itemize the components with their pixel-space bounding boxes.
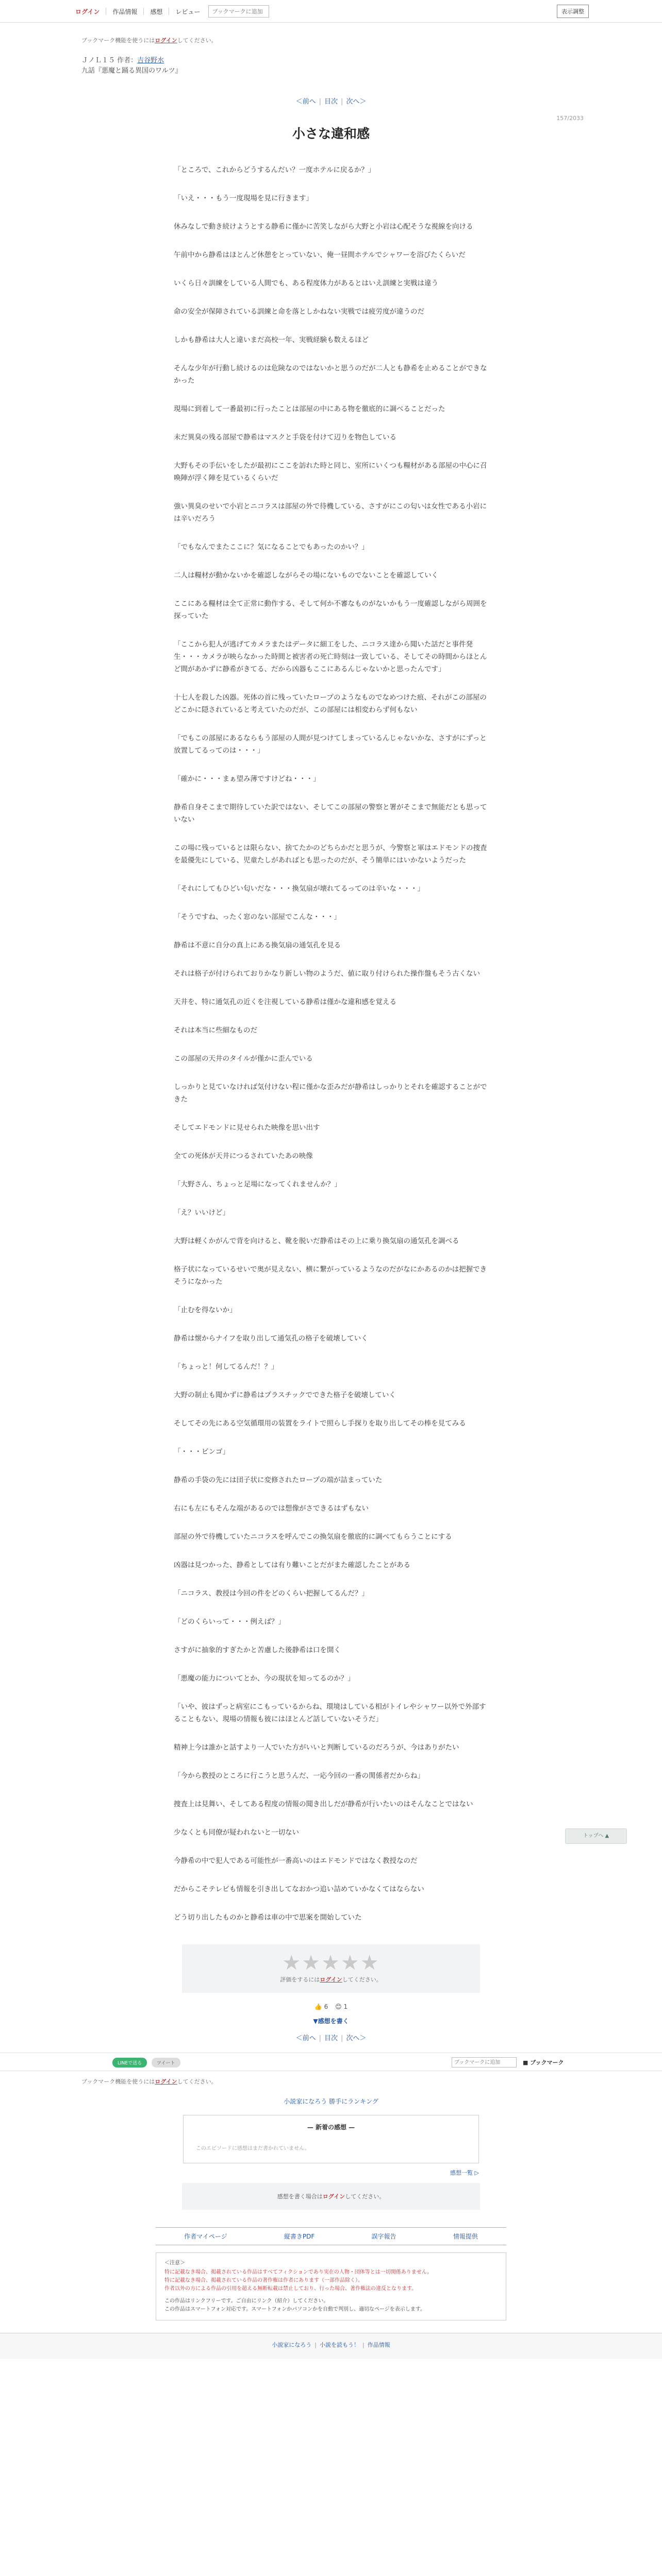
global-header bbox=[0, 0, 662, 23]
notice-text: ブックマーク機能を使うには bbox=[81, 37, 155, 44]
reactions bbox=[73, 2003, 589, 2010]
body-paragraph: 「悪魔の能力についてとか、今の現状を知ってるのか？」 bbox=[174, 1674, 355, 1683]
body-paragraph: しかも静希は大人と違いまだ高校一年、実戦経験も数えるほど bbox=[174, 336, 369, 344]
login-box-text: 感想を書く場合は bbox=[277, 2193, 323, 2200]
notice-login-link[interactable]: ログイン bbox=[155, 37, 177, 44]
caution-box bbox=[156, 2252, 506, 2320]
ranking-link[interactable]: 小説家になろう 勝手にランキング bbox=[284, 2098, 378, 2105]
body-paragraph: 「大野さん、ちょっと足場になってくれませんか？」 bbox=[174, 1180, 341, 1189]
notice-text-suffix: してください。 bbox=[177, 2078, 217, 2085]
body-paragraph: 大野の制止も聞かずに静希はプラスチックでできた格子を破壊していく bbox=[174, 1391, 396, 1399]
bookmark-button[interactable]: ■ ブックマーク bbox=[523, 2059, 564, 2066]
content-wrap bbox=[73, 23, 589, 2042]
index-link[interactable]: 目次 bbox=[324, 98, 338, 106]
impression-login-box bbox=[182, 2183, 480, 2210]
notice-text-suffix: してください。 bbox=[177, 37, 217, 44]
rating-note-text: 評価をするには bbox=[280, 1976, 320, 1983]
rating-note bbox=[182, 1975, 480, 1984]
body-paragraph: 少なくとも同僚が疑われないと一切ない bbox=[174, 1828, 299, 1837]
divider bbox=[143, 8, 144, 15]
next-link[interactable]: 次へ＞ bbox=[346, 2035, 367, 2042]
prev-link[interactable]: ＜前へ bbox=[295, 98, 316, 106]
body-paragraph: そしてその先にある空気循環用の装置をライトで照らし手探りを取り出してその棒を見てみる bbox=[174, 1419, 466, 1428]
body-paragraph: この場に残っているとは限らない、捨てたかのどちらかだと思うが、今警察と軍はエドモンドの捜査を最優先にしている、児童たしがあればとも思ったのだが、そう簡単にはいかないようだった bbox=[174, 844, 487, 865]
body-paragraph: 「いや、彼はずっと病室にこもっているからね、環境はしている相がトイレやシャワー以外で外部することもない、現場の情報も彼にはほとんど話していないそうだ」 bbox=[174, 1703, 486, 1723]
body-paragraph: いくら日々訓練をしている人間でも、ある程度体力があるとはいえ訓練と実戦は違う bbox=[174, 279, 438, 287]
body-paragraph: 部屋の外で待機していたニコラスを呼んでこの換気扇を徹底的に調べてもらうことにする bbox=[174, 1533, 452, 1541]
star-rating-icon[interactable]: ★★★★★ bbox=[282, 1951, 380, 1975]
body-paragraph: 大野もその手伝いをしたが最初にここを訪れた時と同じ、室所にいくつも糧材がある部屋の中心に召喚陣が浮く陣を見ているくらいだ bbox=[174, 462, 487, 482]
caution-line: 特に記載なき場合、掲載されている作品はすべてフィクションであり実在の人物・団体等とは一切関係ありません。 bbox=[164, 2269, 433, 2275]
body-paragraph: この部屋の天井のタイルが僅かに歪んでいる bbox=[174, 1055, 313, 1063]
body-paragraph: 静希自身そこまで期待していた訳ではない、そしてこの部屋の警察と署がそこまで無能だとも思っていない bbox=[174, 803, 487, 824]
line-share-button[interactable]: LINEで送る bbox=[112, 2058, 147, 2067]
body-paragraph: 「確かに・・・まぁ望み薄ですけどね・・・」 bbox=[174, 775, 320, 783]
novel-body bbox=[174, 164, 488, 1924]
body-paragraph: 今静希の中で犯人である可能性が一番高いのはエドモンドではなく教授なのだ bbox=[174, 1857, 418, 1865]
prev-link[interactable]: ＜前へ bbox=[295, 2035, 316, 2042]
body-paragraph: 精神上今は誰かと話すより一人でいた方がいいと判断しているのだろうが、今はありがたい bbox=[174, 1743, 459, 1752]
body-paragraph: 大野は軽くかがんで背を向けると、靴を脱いだ静希はその上に乗り換気扇の通気孔を調べる bbox=[174, 1237, 459, 1245]
body-paragraph: そんな少年が行動し続けるのは危険なのではないかと思うのだが二人とも静希を止めることができなかった bbox=[174, 364, 487, 385]
body-paragraph: だからこそテレビも情報を引き出してなおかつ追い詰めていかなくてはならない bbox=[174, 1885, 424, 1893]
body-paragraph: 休みなしで動き続けようとする静希に僅かに苦笑しながら大野と小岩は心配そうな視線を向ける bbox=[174, 223, 473, 231]
vertical-pdf-link[interactable]: 縦書きPDF bbox=[284, 2233, 315, 2240]
index-link[interactable]: 目次 bbox=[324, 2035, 338, 2042]
body-paragraph: さすがに抽象的すぎたかと苦慮した後静希は口を開く bbox=[174, 1646, 341, 1654]
series-title-link[interactable]: 九話『悪魔と踊る異国のワルツ』 bbox=[81, 67, 182, 75]
typo-report-link[interactable]: 誤字報告 bbox=[371, 2233, 396, 2240]
body-paragraph: 「・・・ビンゴ」 bbox=[174, 1448, 229, 1456]
smile-reaction-button[interactable]: 😊 1 bbox=[335, 2003, 348, 2010]
notice-text: ブックマーク機能を使うには bbox=[81, 2078, 155, 2085]
tool-bar bbox=[0, 2053, 662, 2071]
display-settings-button[interactable]: 表示調整 bbox=[557, 5, 589, 18]
body-paragraph: 「え？いいけど」 bbox=[174, 1209, 229, 1217]
body-paragraph: 「そうですね、ったく窓のない部屋でこんな・・・」 bbox=[174, 913, 341, 921]
info-provide-link[interactable]: 情報提供 bbox=[453, 2233, 478, 2240]
body-paragraph: 「ここから犯人が逃げてカメラまたはデータに細工をした、ニコラス達から聞いた話だと事件発生・・・カメラが映らなかった時間と被害者の死亡時刻は一致している、そしてその時間からほとんど間があかずに静希がきてる、だから凶器もここにあるんじゃないかと思ったんです」 bbox=[174, 640, 487, 673]
works-info-link[interactable]: 作品情報 bbox=[112, 8, 138, 15]
rating-box bbox=[182, 1944, 480, 1993]
footer-link-info[interactable]: 作品情報 bbox=[367, 2342, 390, 2348]
rating-login-link[interactable]: ログイン bbox=[320, 1976, 342, 1983]
caution-line: 特に記載なき場合、掲載されている作品の著作権は作者にあります（一部作品除く）。 bbox=[164, 2278, 363, 2283]
body-paragraph: 静希は不意に自分の真上にある換気扇の通気孔を見る bbox=[174, 941, 341, 950]
notice-login-link[interactable]: ログイン bbox=[155, 2078, 177, 2085]
login-link[interactable]: ログイン bbox=[75, 8, 100, 15]
footer-wrap bbox=[73, 2071, 589, 2320]
body-paragraph: 「でもなんでまたここに？気になることでもあったのかい？」 bbox=[174, 543, 369, 551]
series-info bbox=[81, 56, 589, 76]
body-paragraph: 「ちょっと！何してるんだ！？」 bbox=[174, 1363, 278, 1371]
login-notice-bottom bbox=[73, 2071, 589, 2086]
body-paragraph: そしてエドモンドに見せられた映像を思い出す bbox=[174, 1124, 320, 1132]
body-paragraph: 静希の手袋の先には団子状に変修されたロープの端が詰まっていた bbox=[174, 1476, 383, 1484]
body-paragraph: 「ニコラス、教授は今回の件をどのくらい把握してるんだ？」 bbox=[174, 1589, 369, 1598]
pager-bottom: ＜前へ | 目次 | 次へ＞ bbox=[73, 2032, 589, 2042]
body-paragraph: ここにある糧材は全て正常に動作する、そして何か不審なものがないかもう一度確認しながら周囲を探っていた bbox=[174, 600, 487, 620]
body-paragraph: それは格子が付けられておりかなり新しい物のようだ、値に取り付けられた操作盤もそう古くない bbox=[174, 970, 480, 978]
impression-list-link[interactable]: 感想一覧 ▷ bbox=[450, 2170, 479, 2176]
body-paragraph: 「ところで、これからどうするんだい？一度ホテルに戻るか？」 bbox=[174, 166, 375, 174]
page-top-button[interactable]: トップへ ▲ bbox=[565, 1828, 627, 1844]
bookmark-input[interactable] bbox=[208, 5, 269, 18]
body-paragraph: 強い異臭のせいで小岩とニコラスは部屋の外で待機している、さすがにこの匂いは女性である小岩には辛いだろう bbox=[174, 502, 487, 523]
body-paragraph: 右にも左にもそんな端があるのでは想像がさできるはずもない bbox=[174, 1504, 369, 1513]
caution-line: 作者以外の方による作品の引用を超える無断転載は禁止しており、行った場合、著作権法の違反となります。 bbox=[164, 2286, 417, 2292]
series-label: ＪノＬ１５ bbox=[81, 57, 115, 64]
impressions-link[interactable]: 感想 bbox=[150, 8, 163, 15]
body-paragraph: しっかりと見ていなければ気付けない程に僅かな歪みだが静希はしっかりとそれを確認することができた bbox=[174, 1083, 487, 1104]
write-impression-link[interactable]: ▼感想を書く bbox=[313, 2018, 349, 2025]
author-page-link[interactable]: 作者マイページ bbox=[184, 2233, 227, 2240]
body-paragraph: 全ての死体が天井につるされていたあの映像 bbox=[174, 1152, 313, 1160]
caution-info-line: この作品はリンクフリーです。ご自由にリンク（紹介）してください。 bbox=[164, 2298, 329, 2304]
body-paragraph: どう切り出したものかと静希は車の中で思案を開始していた bbox=[174, 1913, 362, 1922]
login-notice bbox=[73, 23, 589, 44]
bookmark-input-bottom[interactable] bbox=[452, 2057, 517, 2067]
tweet-button[interactable]: ツイート bbox=[152, 2058, 180, 2067]
body-paragraph: 格子状になっているせいで奥が見えない、横に繋がっているようなのだがなにかあるのかは把握できそうになかった bbox=[174, 1265, 487, 1286]
body-paragraph: 二人は糧材が動かないかを確認しながらその場にないものでないことを確認していく bbox=[174, 571, 438, 580]
login-box-suffix: してください。 bbox=[345, 2193, 385, 2200]
login-box-link[interactable]: ログイン bbox=[322, 2193, 345, 2200]
link-bar bbox=[156, 2227, 506, 2245]
impression-box-title: — 新着の感想 — bbox=[307, 2124, 355, 2131]
caution-title: ＜注意＞ bbox=[164, 2260, 185, 2266]
body-paragraph: 現場に到着して一番最初に行ったことは部屋の中にある物を徹底的に調べることだった bbox=[174, 405, 445, 413]
next-link[interactable]: 次へ＞ bbox=[346, 98, 367, 106]
author-prefix: 作者： bbox=[117, 57, 138, 64]
site-footer: 小説家になろう | 小説を読もう！ | 作品情報 bbox=[0, 2333, 662, 2359]
body-paragraph: 捜査上は見舞い、そしてある程度の情報の聞き出しだが静希が行いたいのはそんなことではない bbox=[174, 1800, 473, 1808]
author-link[interactable]: 吉谷野水 bbox=[137, 57, 164, 64]
impression-box bbox=[183, 2115, 479, 2163]
body-paragraph: 「どのくらいって・・・例えば？」 bbox=[174, 1618, 285, 1626]
rating-note-suffix: してください。 bbox=[342, 1976, 382, 1983]
body-paragraph: 凶器は見つかった、静希としては有り難いことだがまた確認したことがある bbox=[174, 1561, 410, 1569]
body-paragraph: 午前中から静希はほとんど休憩をとっていない、俺一昼間ホテルでシャワーを浴びたくらいだ bbox=[174, 251, 466, 259]
chapter-title: 小さな違和感 bbox=[292, 126, 370, 141]
body-paragraph: 天井を、特に通気孔の近くを注視している静希は僅かな違和感を覚える bbox=[174, 998, 396, 1006]
impression-empty-text: このエピソードに感想はまだ書かれていません。 bbox=[196, 2146, 310, 2151]
body-paragraph: 「止むを得ないか」 bbox=[174, 1306, 237, 1314]
body-paragraph: 静希は懐からナイフを取り出して通気孔の格子を破壊していく bbox=[174, 1334, 368, 1343]
footer-link-narou[interactable]: 小説家になろう bbox=[272, 2342, 312, 2348]
body-paragraph: 命の安全が保障されている訓練と命を落としかねない実戦では疲労度が違うのだ bbox=[174, 308, 424, 316]
body-paragraph: 「でもこの部屋にあるならもう部屋の人間が見つけてしまっているんじゃないかな、さすがにずっと放置してるってのは・・・」 bbox=[174, 734, 487, 755]
body-paragraph: 「今から教授のところに行こうと思うんだ、一応今回の一番の関係者だからね」 bbox=[174, 1772, 424, 1780]
body-paragraph: 「いえ・・・もう一度現場を見に行きます」 bbox=[174, 194, 313, 202]
reviews-link[interactable]: レビュー bbox=[175, 8, 201, 15]
body-paragraph: それは本当に些細なものだ bbox=[174, 1026, 257, 1035]
chapter-number: 157/2033 bbox=[556, 115, 584, 122]
footer-link-yomou[interactable]: 小説を読もう！ bbox=[320, 2342, 359, 2348]
like-reaction-button[interactable]: 👍 6 bbox=[314, 2003, 328, 2010]
caution-info-line: この作品はスマートフォン対応です。スマートフォンかパソコンかを自動で判別し、適切なページを表示します。 bbox=[164, 2307, 425, 2312]
pager-top: ＜前へ | 目次 | 次へ＞ bbox=[73, 96, 589, 106]
body-paragraph: 「それにしてもひどい匂いだな・・・換気扇が壊れてるってのは辛いな・・・」 bbox=[174, 885, 424, 893]
body-paragraph: 未だ異臭の残る部屋で静希はマスクと手袋を付けて辺りを物色している bbox=[174, 433, 396, 442]
body-paragraph: 十七人を殺した凶器。死体の首に残っていたロープのようなものでなめつけた痕、それがこの部屋のどこかに隠されていると考えていたのだが、この部屋には相変わらず何もない bbox=[174, 693, 487, 714]
